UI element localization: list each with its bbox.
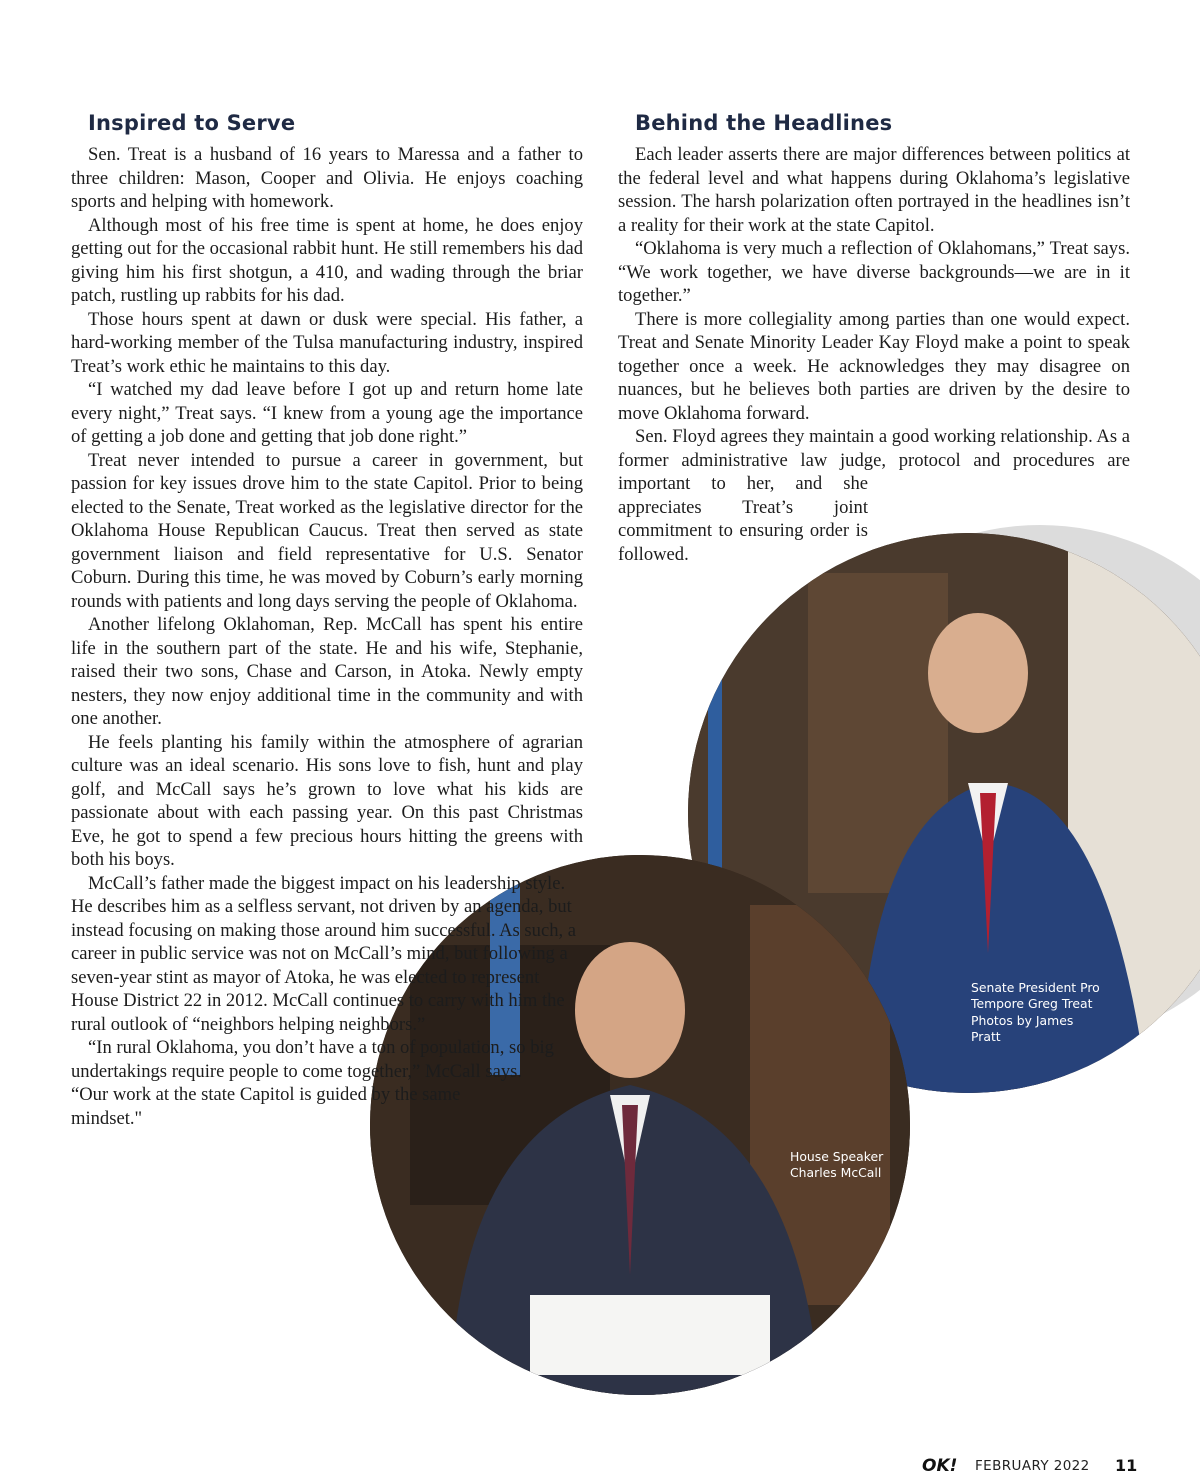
paragraph: “In rural Oklahoma, you don’t have a ton of population, so big undertakings require people to come together,” McCall says. “Our work at the state Capitol is guided by the same mindset." — [71, 1037, 554, 1129]
issue-date: FEBRUARY 2022 — [975, 1458, 1090, 1474]
magazine-logo: OK! — [922, 1456, 958, 1476]
paragraph: There is more collegiality among parties than one would expect. Treat and Senate Minority Leader Kay Floyd make a point to speak together once a week. He acknowledges they may disagree on nuances, but he believes both parties are driven by the desire to move Oklahoma forward. — [618, 308, 1130, 424]
caption-charles-mccall: House Speaker Charles McCall — [790, 1149, 884, 1181]
right-column — [618, 143, 1130, 566]
section-heading-inspired: Inspired to Serve — [88, 111, 296, 135]
paragraph: Each leader asserts there are major differences between politics at the federal level and what happens during Oklahoma’s legislative session. The harsh polarization often portrayed in the headlines isn’t a reality for their work at the state Capitol. — [618, 144, 1130, 236]
caption-greg-treat: Senate President Pro Tempore Greg Treat Photos by James Pratt — [971, 980, 1100, 1045]
paragraph: He feels planting his family within the atmosphere of agrarian culture was an ideal scenario. His sons love to fish, hunt and play golf, and McCall says he’s grown to love what his kids are passionate about with each passing year. On this past Christmas Eve, he got to spend a few precious hours hitting the greens with both his boys. — [71, 731, 583, 870]
left-column — [71, 143, 583, 1337]
paragraph: Treat never intended to pursue a career in government, but passion for key issues drove him to the state Capitol. Prior to being elected to the Senate, Treat worked as the legislative director for the Oklahoma House Republican Caucus. Treat then served as state government liaison and field representative for U.S. Senator Coburn. During this time, he was moved by Coburn’s early morning rounds with patients and long days serving the people of Oklahoma. — [71, 449, 583, 612]
paragraph: Sen. Floyd agrees they maintain a good working relationship. As a former administrative law judge, protocol and procedures are important to her, and she appreciates Treat’s joint commitment to ensuring order is followed. — [618, 426, 1130, 565]
paragraph: “I watched my dad leave before I got up and return home late every night,” Treat says. “I knew from a young age the importance of getting a job done and getting that job done right.” — [71, 379, 583, 447]
page-number: 11 — [1115, 1456, 1138, 1475]
paragraph: Sen. Treat is a husband of 16 years to Maressa and a father to three children: Mason, Cooper and Olivia. He enjoys coaching sports and helping with homework. — [71, 144, 583, 212]
paragraph: McCall’s father made the biggest impact on his leadership style. He describes him as a selfless servant, not driven by an agenda, but instead focusing on making those around him successful. As such, a career in public service was not on McCall’s mind, but following a seven-year stint as mayor of Atoka, he was elected to represent House District 22 in 2012. McCall continues to carry with him the rural outlook of “neighbors helping neighbors.” — [71, 872, 577, 1035]
paragraph: “Oklahoma is very much a reflection of Oklahomans,” Treat says. “We work together, we have diverse backgrounds—we are in it together.” — [618, 238, 1130, 306]
paragraph: Those hours spent at dawn or dusk were special. His father, a hard-working member of the Tulsa manufacturing industry, inspired Treat’s work ethic he maintains to this day. — [71, 308, 583, 377]
paragraph: Although most of his free time is spent at home, he does enjoy getting out for the occasional rabbit hunt. He still remembers his dad giving him his first shotgun, a 410, and wading through the briar patch, rustling up rabbits for his dad. — [71, 214, 583, 306]
paragraph: Another lifelong Oklahoman, Rep. McCall has spent his entire life in the southern part of the state. He and his wife, Stephanie, raised their two sons, Chase and Carson, in Atoka. Newly empty nesters, they now enjoy additional time in the community and with one another. — [71, 614, 583, 729]
section-heading-headlines: Behind the Headlines — [635, 111, 893, 135]
